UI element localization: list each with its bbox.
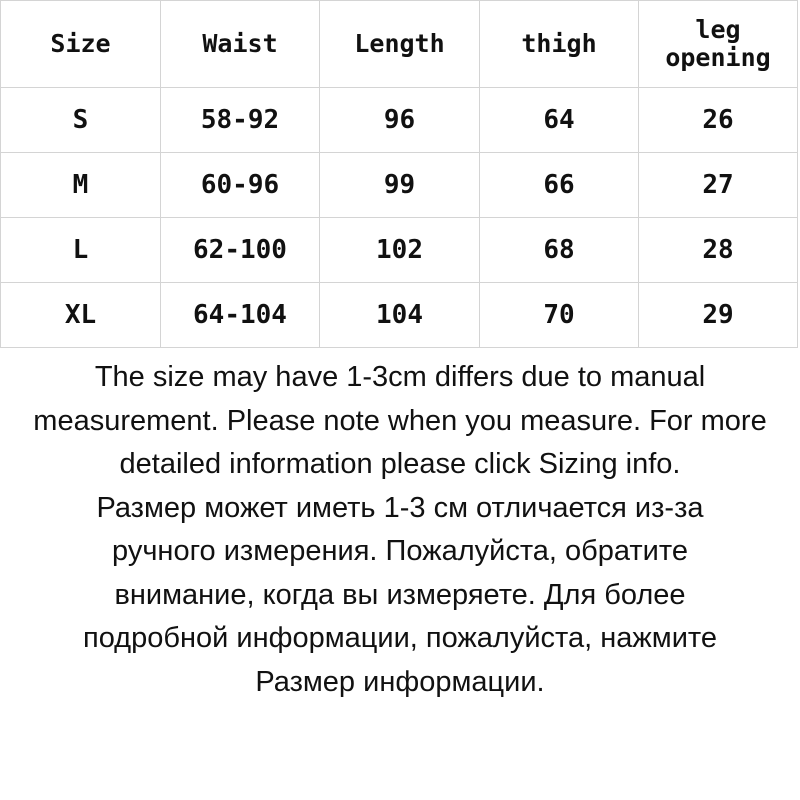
cell-size: XL — [1, 283, 161, 348]
header-length: Length — [320, 1, 480, 88]
cell-leg-opening: 29 — [639, 283, 798, 348]
header-size: Size — [1, 1, 161, 88]
cell-leg-opening: 28 — [639, 218, 798, 283]
cell-length: 102 — [320, 218, 480, 283]
table-row — [1, 153, 798, 218]
table-row — [1, 88, 798, 153]
cell-size: S — [1, 88, 161, 153]
cell-length: 96 — [320, 88, 480, 153]
cell-waist: 60-96 — [161, 153, 320, 218]
cell-thigh: 68 — [480, 218, 639, 283]
size-note-russian: Размер может иметь 1-3 см отличается из-за ручного измерения. Пожалуйста, обратите внимание, когда вы измеряете. Для более подробной информации, пожалуйста, нажмите Размер информации. — [82, 491, 718, 698]
cell-length: 104 — [320, 283, 480, 348]
cell-thigh: 66 — [480, 153, 639, 218]
cell-leg-opening: 26 — [639, 88, 798, 153]
cell-leg-opening: 27 — [639, 153, 798, 218]
size-note — [0, 356, 800, 704]
cell-thigh: 70 — [480, 283, 639, 348]
table-header-row — [1, 1, 798, 88]
cell-length: 99 — [320, 153, 480, 218]
cell-thigh: 64 — [480, 88, 639, 153]
table-row — [1, 283, 798, 348]
header-thigh: thigh — [480, 1, 639, 88]
header-leg-opening — [639, 1, 798, 88]
size-chart-table — [0, 0, 798, 348]
header-waist: Waist — [161, 1, 320, 88]
size-note-english: The size may have 1-3cm differs due to manual measurement. Please note when you measure. For more detailed information please click Sizing info. — [33, 361, 767, 480]
cell-size: L — [1, 218, 161, 283]
cell-waist: 58-92 — [161, 88, 320, 153]
cell-waist: 62-100 — [161, 218, 320, 283]
header-leg-opening-label: leg opening — [665, 15, 771, 72]
table-row — [1, 218, 798, 283]
cell-size: M — [1, 153, 161, 218]
cell-waist: 64-104 — [161, 283, 320, 348]
